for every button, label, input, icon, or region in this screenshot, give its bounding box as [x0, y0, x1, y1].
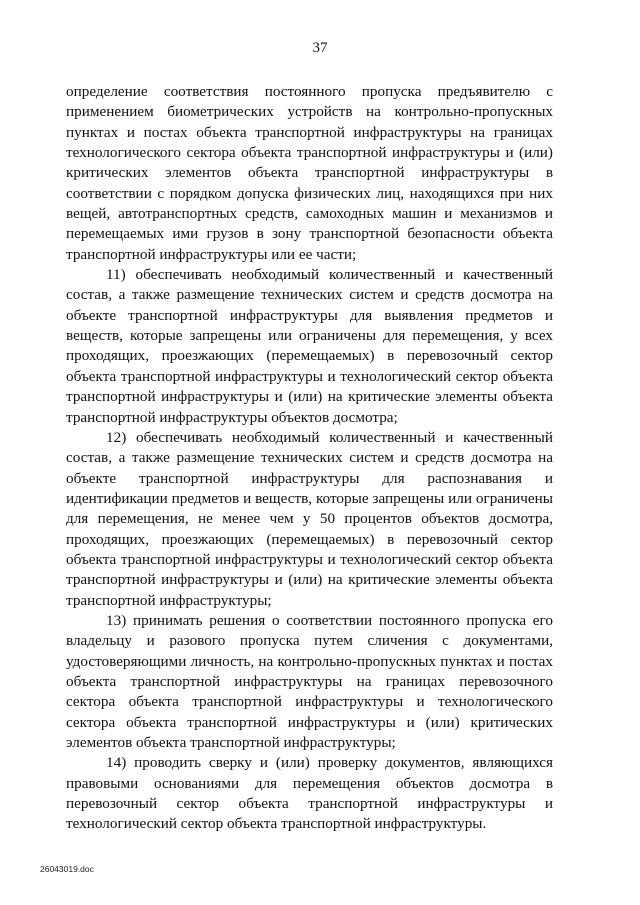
paragraph-item-11: 11) обеспечивать необходимый количественный и качественный состав, а также размещение технических систем и средств досмотра на объекте транспортной инфраструктуры для выявления предметов и веществ, которые запрещены или ограничены для перемещения, у всех проходящих, проезжающих (перемещаемых) в перевозочный сектор объекта транспортной инфраструктуры и технологический сектор объекта транспортной инфраструктуры и (или) на критические элементы объекта транспортной инфраструктуры объектов досмотра;: [66, 266, 553, 426]
page-number: 37: [312, 40, 328, 56]
document-file-code: 26043019.doc: [40, 864, 94, 874]
document-body: [66, 82, 553, 835]
paragraph-biometric-verification: определение соответствия постоянного пропуска предъявителю с применением биометрических устройств на контрольно-пропускных пунктах и постах объекта транспортной инфраструктуры на границах технологического сектора объекта транспортной инфраструктуры и (или) критических элементов объекта транспортной инфраструктуры в соответствии с порядком допуска физических лиц, находящихся при них вещей, автотранспортных средств, самоходных машин и механизмов и перемещаемых ими грузов в зону транспортной безопасности объекта транспортной инфраструктуры или ее части;: [66, 83, 553, 263]
paragraph-item-12: 12) обеспечивать необходимый количественный и качественный состав, а также размещение технических систем и средств досмотра на объекте транспортной инфраструктуры для распознавания и идентификации предметов и веществ, которые запрещены или ограничены для перемещения, не менее чем у 50 процентов объектов досмотра, проходящих, проезжающих (перемещаемых) в перевозочный сектор объекта транспортной инфраструктуры и технологический сектор объекта транспортной инфраструктуры и (или) на критические элементы объекта транспортной инфраструктуры;: [66, 428, 553, 609]
paragraph-item-14: 14) проводить сверку и (или) проверку документов, являющихся правовыми основаниями для перемещения объектов досмотра в перевозочный сектор объекта транспортной инфраструктуры и технологический сектор объекта транспортной инфраструктуры.: [66, 754, 553, 833]
paragraph-item-13: 13) принимать решения о соответствии постоянного пропуска его владельцу и разового пропуска путем сличения с документами, удостоверяющими личность, на контрольно-пропускных пунктах и постах объекта транспортной инфраструктуры на границах перевозочного сектора объекта транспортной инфраструктуры и технологического сектора объекта транспортной инфраструктуры и (или) критических элементов объекта транспортной инфраструктуры;: [66, 611, 553, 751]
